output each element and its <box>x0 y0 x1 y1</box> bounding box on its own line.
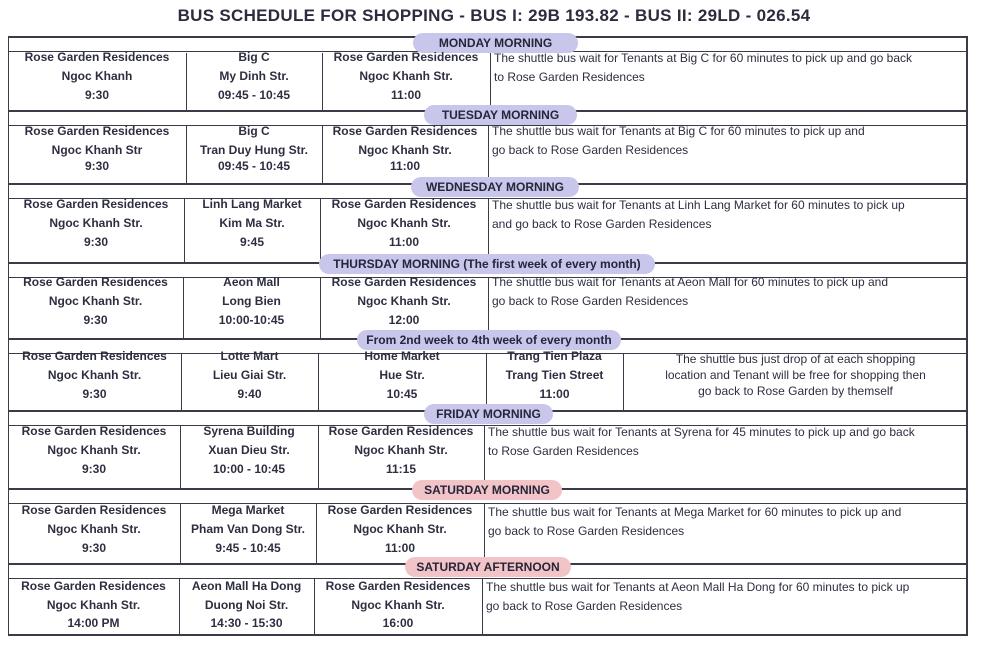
stop-cell <box>322 122 488 173</box>
column-divider <box>623 354 624 410</box>
stop-cell <box>184 195 320 251</box>
stop-cell <box>8 577 179 632</box>
shuttle-note-line: The shuttle bus wait for Tenants at Big C for 60 minutes to pick up and <box>492 124 865 138</box>
stop-street: Ngoc Khanh Str. <box>351 598 445 612</box>
stop-street: Ngoc Khanh Str. <box>47 368 142 382</box>
stop-name: Rose Garden Residences <box>24 124 170 138</box>
stop-time: 11:00 <box>390 88 422 102</box>
section-header-wednesday-morning: WEDNESDAY MORNING <box>411 177 579 197</box>
shuttle-note-line: The shuttle bus wait for Tenants at Mega Market for 60 minutes to pick up and <box>488 505 902 519</box>
stop-name: Rose Garden Residences <box>24 50 170 64</box>
stop-time: 11:00 <box>388 235 420 249</box>
stop-time: 09:45 - 10:45 <box>217 159 291 173</box>
shuttle-note-line: The shuttle bus wait for Tenants at Aeon Mall for 60 minutes to pick up and <box>492 275 889 289</box>
stop-time: 11:00 <box>384 541 416 555</box>
stop-street: Ngoc Khanh Str. <box>46 598 141 612</box>
stop-street: Ngoc Khanh Str. <box>357 216 451 230</box>
shuttle-note-line: go back to Rose Garden Residences <box>492 143 689 157</box>
stop-cell <box>179 577 314 632</box>
stop-street: Ngoc Khanh Str. <box>358 143 452 157</box>
stop-time: 11:00 <box>539 387 570 401</box>
stop-street: Ngoc Khanh Str <box>51 143 143 157</box>
stop-cell <box>314 577 482 632</box>
stop-cell <box>320 195 488 251</box>
stop-cell <box>8 122 186 173</box>
stop-time: 11:15 <box>385 462 417 476</box>
stop-cell <box>180 501 316 557</box>
stop-street: Pham Van Dong Str. <box>190 522 306 536</box>
stop-cell <box>322 48 490 104</box>
stop-time: 9:45 <box>239 235 265 249</box>
section-header-thursday-morning-the-first-week-of-every-month: THURSDAY MORNING (The first week of every month) <box>319 254 655 274</box>
section-header-tuesday-morning: TUESDAY MORNING <box>424 105 577 125</box>
stop-street: My Dinh Str. <box>219 69 289 83</box>
section-header-friday-morning: FRIDAY MORNING <box>424 404 553 424</box>
shuttle-note <box>627 351 964 399</box>
shuttle-note <box>486 578 964 616</box>
stop-name: Rose Garden Residences <box>21 579 166 593</box>
stop-street: Ngoc Khanh Str. <box>357 294 451 308</box>
column-divider <box>488 278 489 338</box>
stop-cell <box>8 422 180 479</box>
stop-cell <box>183 273 320 330</box>
stop-name: Rose Garden Residences <box>21 424 167 438</box>
stop-time: 10:45 <box>386 387 418 401</box>
stop-time: 9:40 <box>237 387 262 401</box>
column-divider <box>484 426 485 488</box>
stop-time: 10:00 - 10:45 <box>212 462 286 476</box>
stop-street: Ngoc Khanh Str. <box>353 522 447 536</box>
shuttle-note-line: go back to Rose Garden Residences <box>488 524 685 538</box>
stop-street: Ngoc Khanh Str. <box>359 69 453 83</box>
section-header-from-2nd-week-to-4th-week-of-every-month: From 2nd week to 4th week of every month <box>357 330 621 350</box>
shuttle-note-line: and go back to Rose Garden Residences <box>492 217 712 231</box>
stop-cell <box>8 48 186 104</box>
stop-cell <box>186 48 322 104</box>
shuttle-note <box>492 122 964 160</box>
stop-street: Long Bien <box>222 294 281 308</box>
stop-street: Ngoc Khanh Str. <box>48 294 143 308</box>
stop-street: Duong Noi Str. <box>204 598 289 612</box>
stop-name: Rose Garden Residences <box>22 349 167 363</box>
stop-time: 9:30 <box>83 235 109 249</box>
stop-name: Rose Garden Residences <box>332 124 478 138</box>
shuttle-note <box>492 196 964 234</box>
stop-name: Linh Lang Market <box>202 197 302 211</box>
stop-time: 12:00 <box>388 313 420 327</box>
column-divider <box>490 53 491 110</box>
stop-street: Ngoc Khanh <box>61 69 133 83</box>
shuttle-note <box>488 423 964 461</box>
shuttle-note-line: The shuttle bus wait for Tenants at Aeon Mall Ha Dong for 60 minutes to pick up <box>486 580 910 594</box>
column-divider <box>488 126 489 183</box>
stop-time: 9:30 <box>81 541 107 555</box>
stop-street: Tran Duy Hung Str. <box>199 143 308 157</box>
stop-time: 9:30 <box>84 159 110 173</box>
stop-cell <box>316 501 484 557</box>
stop-time: 10:00-10:45 <box>218 313 285 327</box>
stop-name: Rose Garden Residences <box>331 197 477 211</box>
stop-time: 9:30 <box>81 462 107 476</box>
stop-name: Rose Garden Residences <box>333 50 479 64</box>
stop-name: Rose Garden Residences <box>23 275 168 289</box>
stop-street: Lieu Giai Str. <box>212 368 287 382</box>
stop-name: Rose Garden Residences <box>325 579 471 593</box>
stop-street: Ngoc Khanh Str. <box>47 522 141 536</box>
stop-name: Mega Market <box>211 503 285 517</box>
stop-name: Rose Garden Residences <box>21 503 167 517</box>
stop-street: Trang Tien Street <box>505 368 604 382</box>
section-header-saturday-afternoon: SATURDAY AFTERNOON <box>405 557 571 577</box>
stop-street: Hue Str. <box>379 368 425 382</box>
shuttle-note <box>494 49 964 87</box>
stop-street: Kim Ma Str. <box>219 216 285 230</box>
stop-name: Rose Garden Residences <box>331 275 477 289</box>
stop-street: Ngoc Khanh Str. <box>47 443 141 457</box>
stop-name: Rose Garden Residences <box>23 197 169 211</box>
shuttle-note-line: to Rose Garden Residences <box>494 70 645 84</box>
shuttle-note <box>488 503 964 541</box>
column-divider <box>488 199 489 262</box>
stop-name: Trang Tien Plaza <box>507 349 602 363</box>
shuttle-note-line: go back to Rose Garden Residences <box>486 599 683 613</box>
stop-time: 9:45 - 10:45 <box>215 541 281 555</box>
shuttle-note-line: The shuttle bus wait for Tenants at Linh Lang Market for 60 minutes to pick up <box>492 198 905 212</box>
stop-time: 16:00 <box>382 616 414 630</box>
stop-name: Big C <box>238 50 270 64</box>
stop-name: Aeon Mall Ha Dong <box>191 579 302 593</box>
stop-cell <box>180 422 318 479</box>
section-header-saturday-morning: SATURDAY MORNING <box>412 480 562 500</box>
shuttle-note-line: go back to Rose Garden by themself <box>698 384 893 398</box>
column-divider <box>484 504 485 563</box>
stop-name: Big C <box>238 124 270 138</box>
stop-time: 9:30 <box>83 313 108 327</box>
stop-cell <box>186 122 322 173</box>
stop-cell <box>8 347 181 404</box>
shuttle-note-line: location and Tenant will be free for shopping then <box>665 368 926 382</box>
stop-street: Ngoc Khanh Str. <box>354 443 448 457</box>
shuttle-note-line: The shuttle bus wait for Tenants at Syrena for 45 minutes to pick up and go back <box>488 425 915 439</box>
shuttle-note-line: The shuttle bus just drop of at each shopping <box>675 352 916 366</box>
section-header-monday-morning: MONDAY MORNING <box>413 33 578 53</box>
stop-name: Syrena Building <box>203 424 295 438</box>
stop-cell <box>318 422 484 479</box>
stop-street: Ngoc Khanh Str. <box>49 216 143 230</box>
shuttle-note-line: to Rose Garden Residences <box>488 444 639 458</box>
shuttle-note-line: go back to Rose Garden Residences <box>492 294 689 308</box>
page-title: BUS SCHEDULE FOR SHOPPING - BUS I: 29B 193.82 - BUS II: 29LD - 026.54 <box>177 6 811 25</box>
stop-time: 14:00 PM <box>67 616 120 630</box>
column-divider <box>482 579 483 636</box>
stop-name: Rose Garden Residences <box>327 503 473 517</box>
shuttle-note-line: The shuttle bus wait for Tenants at Big C for 60 minutes to pick up and go back <box>494 51 913 65</box>
shuttle-note <box>492 273 964 311</box>
stop-cell <box>8 273 183 330</box>
stop-cell <box>8 501 180 557</box>
stop-cell <box>181 347 318 404</box>
stop-name: Rose Garden Residences <box>328 424 474 438</box>
stop-time: 9:30 <box>84 88 110 102</box>
stop-cell <box>8 195 184 251</box>
stop-name: Home Market <box>364 349 440 363</box>
stop-name: Aeon Mall <box>223 275 280 289</box>
stop-cell <box>486 347 623 404</box>
stop-cell <box>320 273 488 330</box>
stop-time: 9:30 <box>82 387 107 401</box>
stop-time: 11:00 <box>389 159 421 173</box>
stop-name: Lotte Mart <box>220 349 279 363</box>
stop-time: 09:45 - 10:45 <box>217 88 291 102</box>
stop-street: Xuan Dieu Str. <box>208 443 290 457</box>
stop-cell <box>318 347 486 404</box>
stop-time: 14:30 - 15:30 <box>210 616 283 630</box>
